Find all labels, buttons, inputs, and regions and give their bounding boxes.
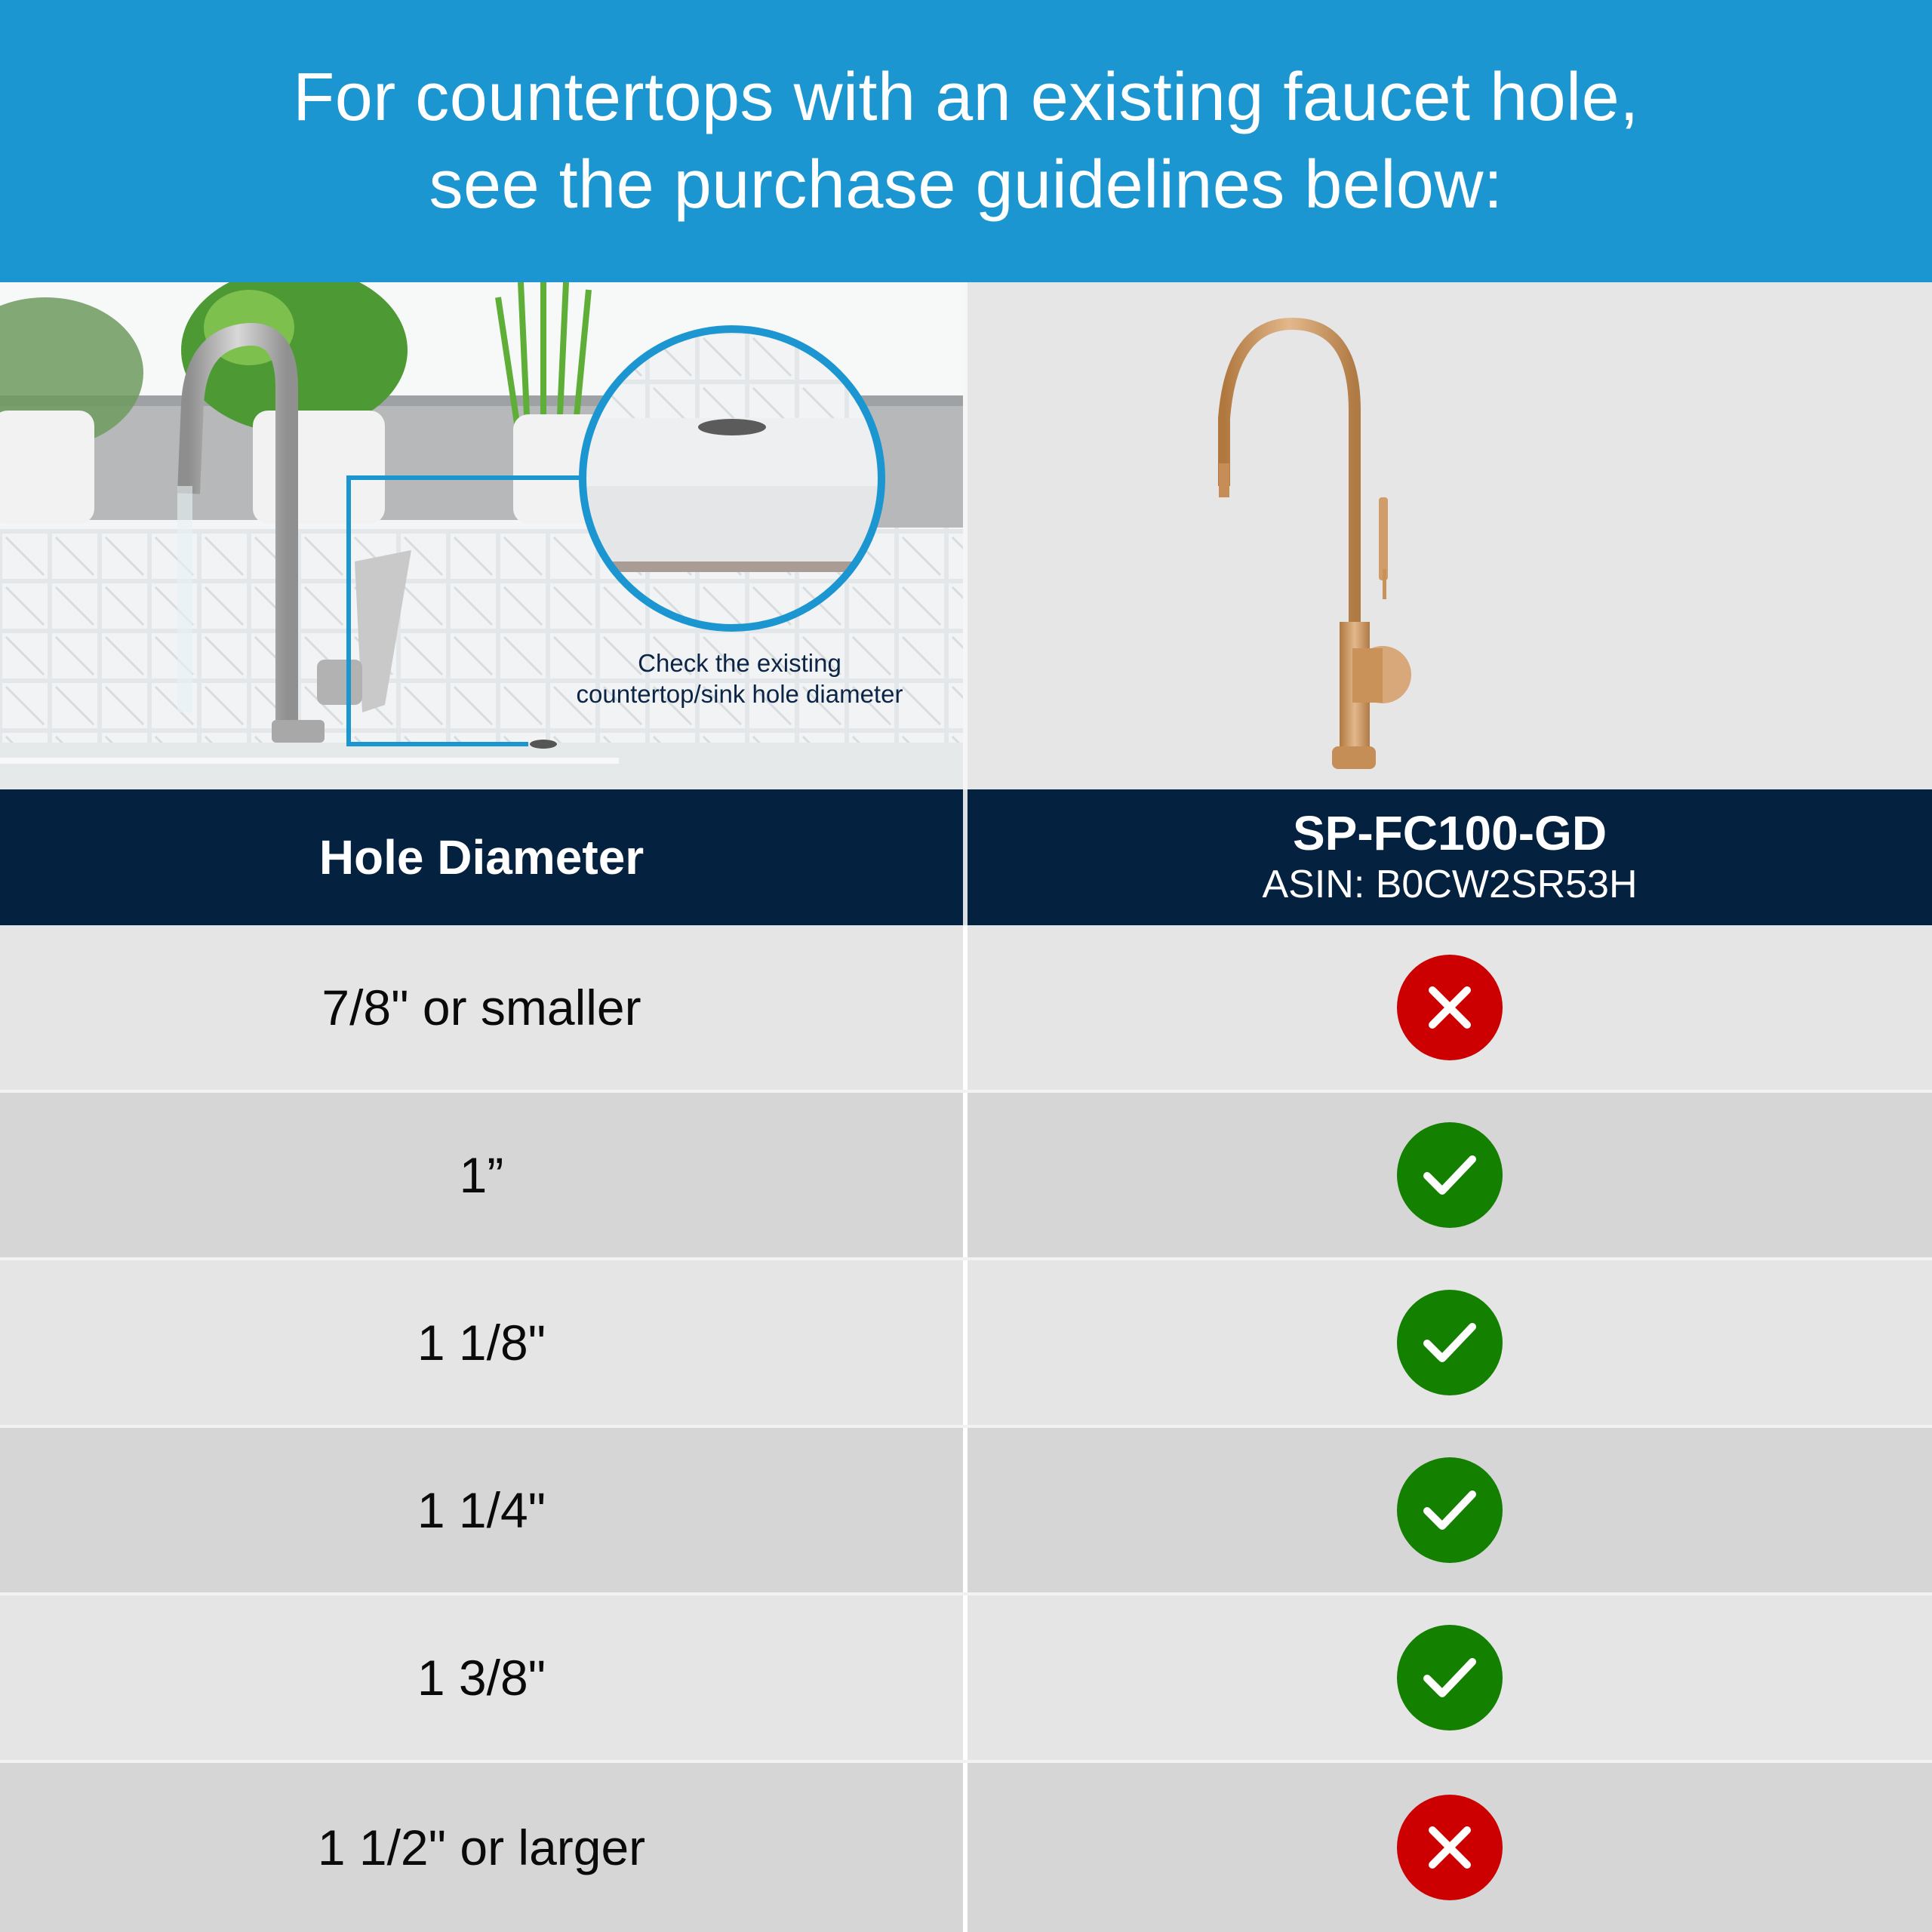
status-cell — [968, 1428, 1932, 1592]
kitchen-sink-photo — [0, 282, 963, 789]
status-cell — [968, 925, 1932, 1090]
status-cell — [968, 1763, 1932, 1932]
compatibility-table — [0, 925, 1932, 1932]
table-row — [0, 1595, 1932, 1760]
header-hole-diameter: Hole Diameter — [318, 830, 645, 884]
callout-line-2: countertop/sink hole diameter — [576, 680, 903, 708]
diameter-cell: 1 1/4" — [417, 1482, 546, 1538]
table-row — [0, 925, 1932, 1090]
gold-faucet-icon — [968, 282, 1932, 789]
status-cell — [968, 1595, 1932, 1760]
diameter-cell: 1 1/8" — [417, 1315, 546, 1371]
table-row — [0, 1260, 1932, 1425]
diameter-cell: 1 3/8" — [417, 1650, 546, 1706]
product-model: SP-FC100-GD — [1292, 806, 1607, 860]
status-cell — [968, 1260, 1932, 1425]
product-asin: ASIN: B0CW2SR53H — [1262, 863, 1638, 906]
table-row — [0, 1763, 1932, 1932]
x-circle-icon — [1397, 1795, 1503, 1900]
table-row — [0, 1428, 1932, 1592]
diameter-cell: 1” — [459, 1147, 504, 1203]
banner-title-line-1: For countertops with an existing faucet hole, — [293, 60, 1639, 135]
callout-line-1: Check the existing — [638, 649, 841, 677]
kitchen-scene-illustration — [0, 282, 963, 789]
table-row — [0, 1093, 1932, 1257]
product-image — [968, 282, 1932, 789]
check-circle-icon — [1397, 1457, 1503, 1563]
header-product — [968, 789, 1932, 925]
callout-caption — [528, 648, 951, 709]
title-banner — [0, 0, 1932, 282]
status-cell — [968, 1093, 1932, 1257]
diameter-cell: 7/8" or smaller — [321, 980, 641, 1035]
banner-title-line-2: see the purchase guidelines below: — [429, 147, 1503, 223]
x-circle-icon — [1397, 955, 1503, 1060]
diameter-cell: 1 1/2" or larger — [317, 1820, 646, 1875]
check-circle-icon — [1397, 1625, 1503, 1730]
table-header — [0, 789, 1932, 925]
check-circle-icon — [1397, 1290, 1503, 1395]
check-circle-icon — [1397, 1122, 1503, 1228]
